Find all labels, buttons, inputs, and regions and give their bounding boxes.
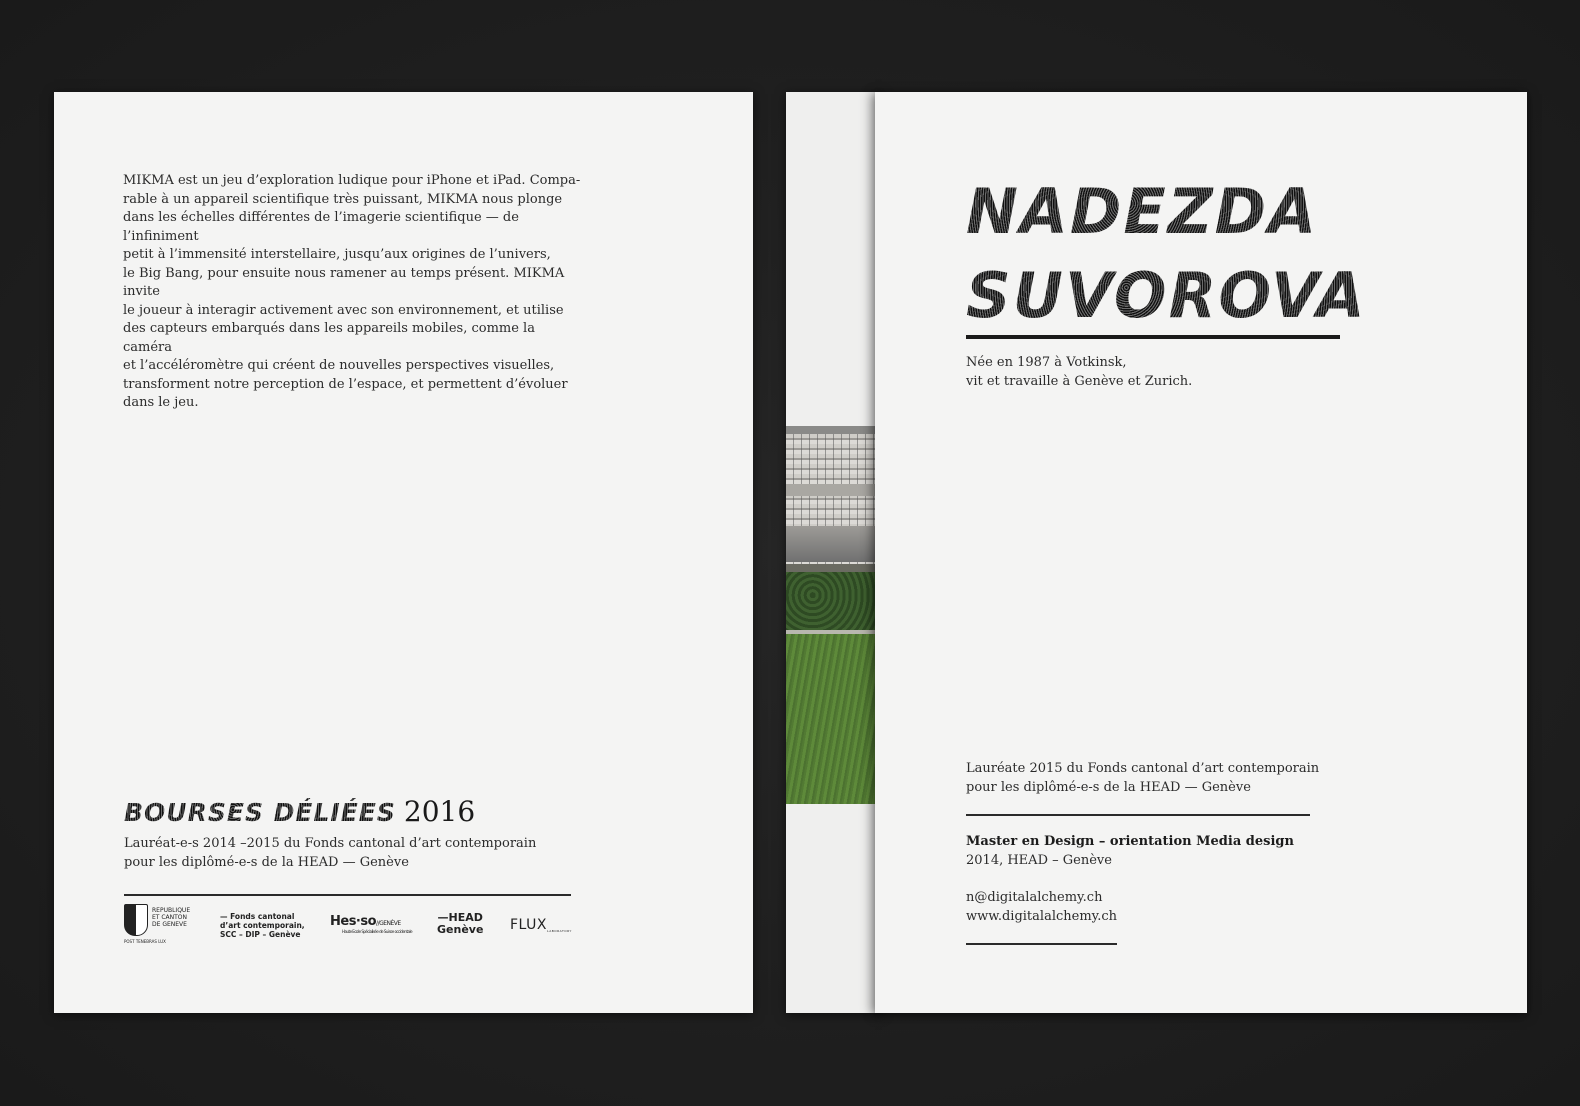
degree-title-text: Master en Design – orientation Media design (966, 834, 1294, 849)
fonds-cantonal-logo: — Fonds cantonal d’art contemporain, SCC – DIP – Genève (220, 912, 305, 939)
geneve-shield-icon (124, 904, 148, 936)
hes-so-logo-sub: Haute Ecole Spécialisée de Suisse occidentale (342, 929, 413, 934)
left-page (54, 92, 753, 1013)
flux-logo-main: FLUX (510, 917, 547, 933)
degree-title (966, 832, 1294, 851)
geneve-logo-text: REPUBLIQUE ET CANTON DE GENEVE (152, 907, 191, 928)
mikma-description: MIKMA est un jeu d’exploration ludique pour iPhone et iPad. Compa- rable à un appareil scientifique très puissant, MIKMA nous plonge dans les échelles différentes de l’imagerie scientifique — de l’infiniment petit à l’immensité interstellaire, jusqu’aux origines de l’univers, le Big Bang, pour ensuite nous ramener au temps présent. MIKMA invite le joueur à interagir activement avec son environnement, et utilise des capteurs embarqués dans les appareils mobiles, comme la caméra et l’accéléromètre qui créent de nouvelles perspectives visuelles, transforment notre perception de l’espace, et permettent d’évoluer dans le jeu. (123, 173, 581, 410)
degree-year: 2014, HEAD – Genève (966, 853, 1112, 868)
photo-base-band (786, 526, 875, 562)
geneve-logo-motto: POST TENEBRAS LUX (124, 939, 166, 944)
born-line2: vit et travaille à Genève et Zurich. (966, 374, 1193, 389)
laureate-line1: Lauréate 2015 du Fonds cantonal d’art contemporain (966, 761, 1320, 776)
photo-wall (786, 564, 875, 572)
sponsor-logos (124, 904, 572, 942)
photo-lawn (786, 634, 875, 804)
bourses-subtitle-line1: Lauréat-e-s 2014 –2015 du Fonds cantonal d’art contemporain (124, 836, 537, 851)
hes-so-logo (330, 914, 413, 934)
artist-name (966, 170, 1367, 338)
photo-hedge (786, 572, 875, 630)
hes-so-logo-main: Hes·so (330, 914, 377, 929)
bourses-subtitle-line2: pour les diplômé-e-s de la HEAD — Genève (124, 855, 409, 870)
divider (124, 894, 571, 896)
contact-info (966, 888, 1117, 926)
flux-logo-sub: LABORATORY (547, 929, 572, 933)
hes-so-logo-suffix: //GENÈVE (376, 920, 401, 927)
laureate-line2: pour les diplômé-e-s de la HEAD — Genève (966, 780, 1251, 795)
bourses-title (124, 795, 475, 828)
laureate-info (966, 759, 1386, 797)
building-photo (786, 426, 875, 804)
photo-roof-band (786, 426, 875, 434)
divider (966, 943, 1117, 945)
head-geneve-logo: —HEAD Genève (437, 911, 484, 936)
name-underline (966, 335, 1340, 339)
artist-last-name: SUVOROVA (966, 254, 1367, 338)
bourses-year: 2016 (403, 795, 476, 828)
degree-info (966, 832, 1294, 870)
bourses-subtitle (124, 834, 584, 872)
geneve-logo (124, 904, 194, 944)
bourses-title-text: BOURSES DÉLIÉES (124, 798, 396, 827)
flux-logo (510, 917, 572, 933)
born-line1: Née en 1987 à Votkinsk, (966, 355, 1127, 370)
photo-floor-band (786, 484, 875, 496)
right-page (875, 92, 1527, 1013)
divider (966, 814, 1310, 816)
website-link[interactable]: www.digitalalchemy.ch (966, 909, 1118, 924)
artist-bio (966, 353, 1192, 391)
email-link[interactable]: n@digitalalchemy.ch (966, 890, 1103, 905)
artist-first-name: NADEZDA (966, 170, 1367, 254)
